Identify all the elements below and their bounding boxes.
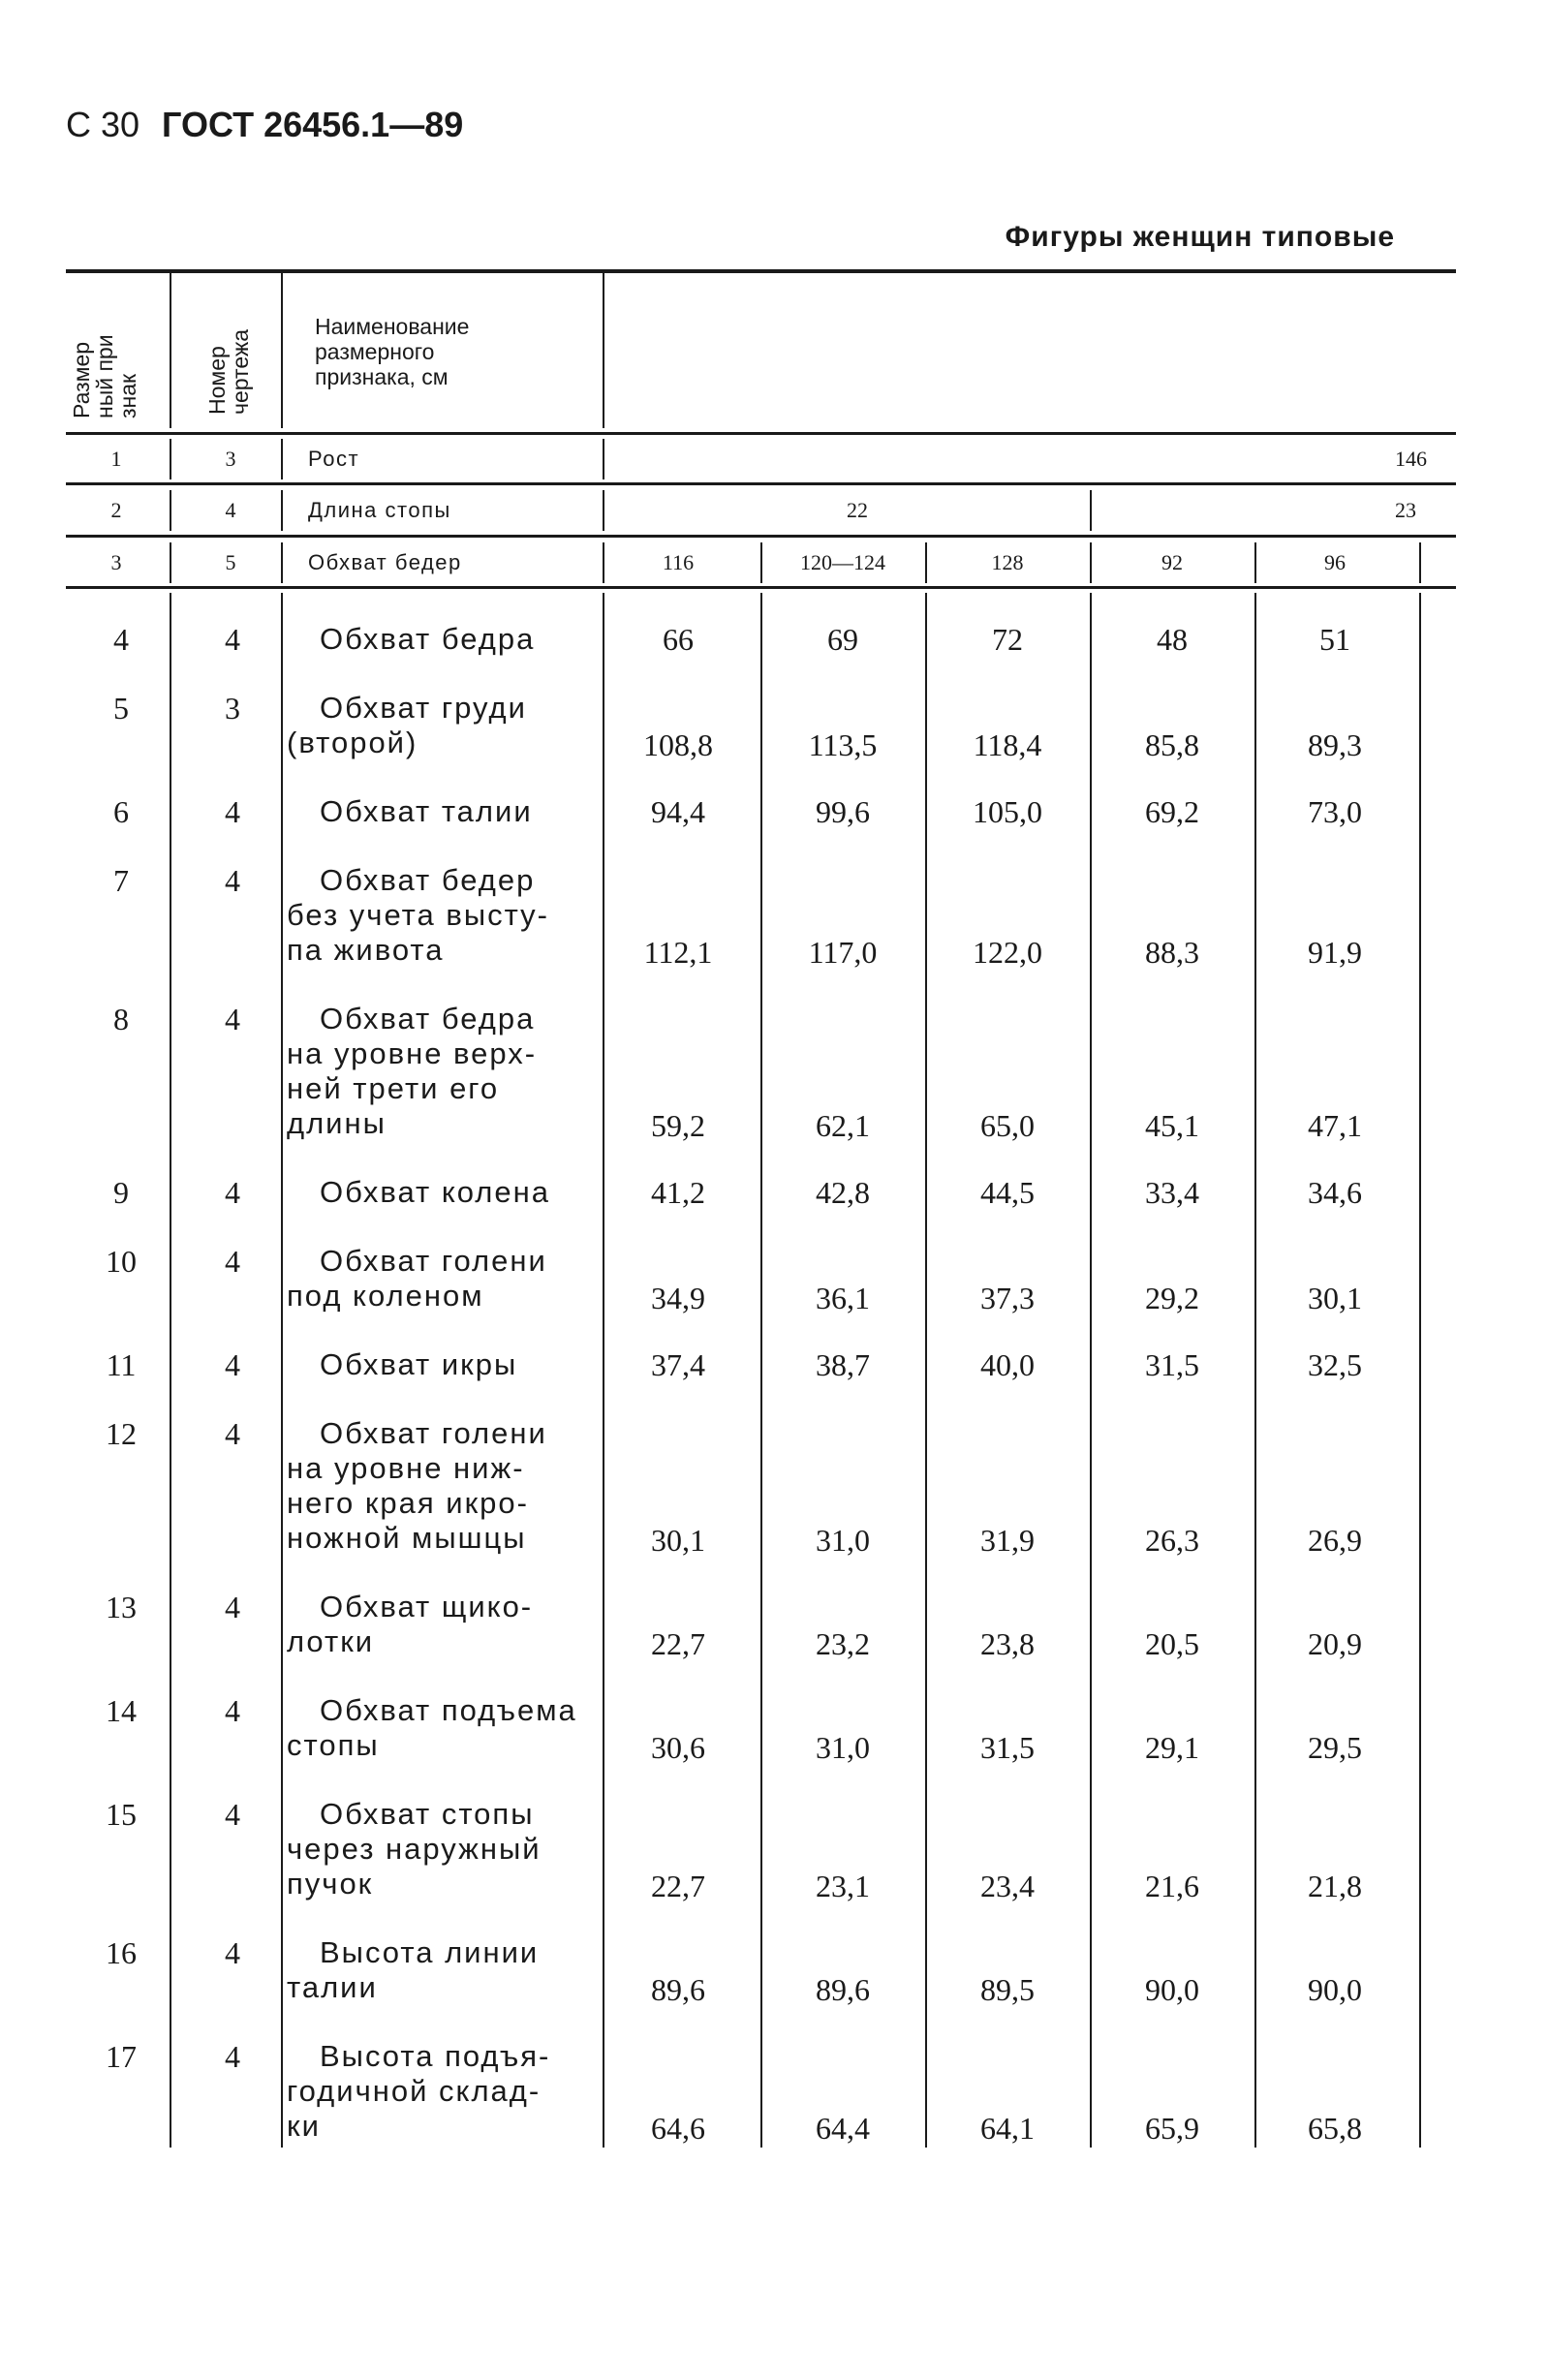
- row-name: [287, 1590, 597, 1659]
- top-row-divider: [925, 542, 927, 583]
- row-name-line: лотки: [287, 1624, 375, 1658]
- row-value: 30,1: [1308, 1281, 1362, 1315]
- row-name-line: па живота: [287, 933, 445, 967]
- row-name-line: него края икро-: [287, 1486, 529, 1520]
- top-row-divider: [281, 542, 283, 583]
- row-value: 26,3: [1145, 1523, 1199, 1558]
- row-sign-number: 6: [113, 794, 129, 829]
- row-value: 122,0: [973, 935, 1042, 970]
- top-row-divider: [1419, 542, 1421, 583]
- row-sign-number: 17: [106, 2039, 137, 2074]
- row-name: [287, 1347, 597, 1382]
- row-name-line: годичной склад-: [287, 2074, 542, 2108]
- row-value: 89,5: [980, 1972, 1035, 2007]
- body-divider-7: [1254, 593, 1256, 2148]
- row-name: [287, 2039, 597, 2144]
- row-sign-number: 9: [113, 1175, 129, 1210]
- row-sign-number: 13: [106, 1590, 137, 1624]
- row-value: 37,4: [651, 1347, 705, 1382]
- row-drawing-number: 3: [225, 691, 240, 726]
- row-value: 120—124: [800, 550, 885, 574]
- row-value: 90,0: [1308, 1972, 1362, 2007]
- row-name-line: Обхват подъема: [320, 1693, 577, 1727]
- row-drawing-number: 4: [225, 1797, 240, 1832]
- row-name: [287, 1797, 597, 1901]
- row-sign-number: 3: [110, 550, 122, 574]
- body-divider-6: [1090, 593, 1092, 2148]
- row-name: [287, 1244, 597, 1314]
- row-value: 118,4: [973, 727, 1042, 762]
- row-name-line: Обхват щико-: [320, 1590, 534, 1623]
- row-value: 99,6: [816, 794, 870, 829]
- table-rule-2: [66, 432, 1456, 435]
- row-value: 23,8: [980, 1626, 1035, 1661]
- row-name-line: ножной мышцы: [287, 1521, 527, 1555]
- row-value: 73,0: [1308, 794, 1362, 829]
- row-name: Рост: [308, 447, 360, 471]
- table-rule-3: [66, 482, 1456, 485]
- table-rule-5: [66, 586, 1456, 589]
- row-value: 89,6: [816, 1972, 870, 2007]
- row-value: 23,2: [816, 1626, 870, 1661]
- row-sign-number: 2: [110, 498, 122, 522]
- row-name: [287, 1002, 597, 1141]
- row-value: 21,8: [1308, 1869, 1362, 1903]
- row-value: 105,0: [973, 794, 1042, 829]
- row-drawing-number: 4: [225, 622, 240, 657]
- row-name: [287, 1416, 597, 1556]
- row-name-line: стопы: [287, 1728, 380, 1762]
- row-value: 90,0: [1145, 1972, 1199, 2007]
- row-value: 30,6: [651, 1730, 705, 1765]
- row-value: 65,0: [980, 1108, 1035, 1143]
- row-value: 112,1: [643, 935, 713, 970]
- row-value: 69,2: [1145, 794, 1199, 829]
- row-value: 41,2: [651, 1175, 705, 1210]
- header-sign-line: Размер: [69, 341, 94, 418]
- row-value: 31,0: [816, 1523, 870, 1558]
- row-name-line: на уровне верх-: [287, 1036, 538, 1070]
- row-value: 31,5: [1145, 1347, 1199, 1382]
- row-value: 48: [1157, 622, 1188, 657]
- page-number: С 30: [66, 105, 140, 144]
- row-drawing-number: 4: [225, 2039, 240, 2074]
- top-row-divider: [170, 439, 171, 479]
- row-sign-number: 8: [113, 1002, 129, 1036]
- row-drawing-number: 3: [225, 447, 236, 471]
- row-value: 36,1: [816, 1281, 870, 1315]
- row-value: 31,0: [816, 1730, 870, 1765]
- row-drawing-number: 4: [225, 1590, 240, 1624]
- row-value: 31,9: [980, 1523, 1035, 1558]
- row-value: 22: [847, 498, 868, 522]
- row-drawing-number: 4: [225, 1002, 240, 1036]
- row-name-line: Обхват бедер: [320, 863, 536, 897]
- row-value: 29,2: [1145, 1281, 1199, 1315]
- table-rule-4: [66, 535, 1456, 538]
- row-value: 92: [1161, 550, 1183, 574]
- header-name-line: Наименование: [315, 314, 470, 339]
- table-rule-1: [66, 269, 1456, 273]
- row-name: [287, 1693, 597, 1763]
- row-value: 85,8: [1145, 727, 1199, 762]
- row-value: 94,4: [651, 794, 705, 829]
- row-name-line: ки: [287, 2109, 321, 2143]
- row-value: 40,0: [980, 1347, 1035, 1382]
- body-divider-8: [1419, 593, 1421, 2148]
- row-value: 20,5: [1145, 1626, 1199, 1661]
- row-name-line: Обхват голени: [320, 1416, 547, 1450]
- body-divider-5: [925, 593, 927, 2148]
- row-name-line: Обхват груди: [320, 691, 527, 725]
- header-name-line: размерного: [315, 339, 435, 364]
- row-value: 64,6: [651, 2111, 705, 2146]
- row-value: 22,7: [651, 1626, 705, 1661]
- row-name-line: Обхват икры: [320, 1347, 518, 1381]
- body-divider-1: [170, 593, 171, 2148]
- row-value: 23,4: [980, 1869, 1035, 1903]
- header-divider-2: [281, 273, 283, 428]
- header-sign-line: знак: [115, 373, 140, 418]
- top-row-divider: [760, 542, 762, 583]
- top-row-divider: [603, 542, 604, 583]
- row-value: 38,7: [816, 1347, 870, 1382]
- row-value: 88,3: [1145, 935, 1199, 970]
- row-value: 21,6: [1145, 1869, 1199, 1903]
- section-title: Фигуры женщин типовые: [1005, 221, 1395, 253]
- row-drawing-number: 5: [225, 550, 236, 574]
- row-name-line: Обхват бедра: [320, 1002, 536, 1035]
- row-value: 96: [1324, 550, 1346, 574]
- row-value: 108,8: [643, 727, 713, 762]
- row-name-line: на уровне ниж-: [287, 1451, 525, 1485]
- row-sign-number: 15: [106, 1797, 137, 1832]
- top-row-divider: [170, 490, 171, 531]
- row-name-line: Обхват стопы: [320, 1797, 535, 1831]
- row-name-line: Обхват голени: [320, 1244, 547, 1278]
- row-name-line: Высота подъя-: [320, 2039, 551, 2073]
- row-name-line: ней трети его: [287, 1071, 500, 1105]
- row-name: Обхват бедер: [308, 550, 462, 574]
- row-value: 65,8: [1308, 2111, 1362, 2146]
- row-sign-number: 12: [106, 1416, 137, 1451]
- row-value: 113,5: [808, 727, 878, 762]
- row-value: 23: [1395, 498, 1416, 522]
- header-sign-line: ный при: [92, 334, 117, 418]
- row-value: 59,2: [651, 1108, 705, 1143]
- row-name-line: длины: [287, 1106, 387, 1140]
- top-row-divider: [170, 542, 171, 583]
- top-row-divider: [1090, 490, 1092, 531]
- row-value: 117,0: [808, 935, 878, 970]
- row-value: 44,5: [980, 1175, 1035, 1210]
- row-value: 32,5: [1308, 1347, 1362, 1382]
- row-name: [287, 622, 597, 657]
- row-name-line: Обхват талии: [320, 794, 533, 828]
- row-value: 51: [1319, 622, 1350, 657]
- header-drawing-line: Номер: [204, 346, 230, 415]
- row-name-line: через наружный: [287, 1832, 542, 1866]
- row-sign-number: 5: [113, 691, 129, 726]
- body-divider-4: [760, 593, 762, 2148]
- row-name-line: пучок: [287, 1867, 374, 1901]
- row-drawing-number: 4: [225, 1693, 240, 1728]
- row-sign-number: 1: [110, 447, 122, 471]
- top-row-divider: [281, 439, 283, 479]
- row-value: 20,9: [1308, 1626, 1362, 1661]
- row-value: 34,6: [1308, 1175, 1362, 1210]
- row-name-line: талии: [287, 1970, 378, 2004]
- standard-number: ГОСТ 26456.1—89: [162, 105, 464, 144]
- row-drawing-number: 4: [225, 794, 240, 829]
- row-value: 69: [827, 622, 858, 657]
- row-name-line: под коленом: [287, 1279, 484, 1313]
- row-value: 23,1: [816, 1869, 870, 1903]
- row-name: [287, 1175, 597, 1210]
- row-sign-number: 10: [106, 1244, 137, 1279]
- row-drawing-number: 4: [225, 1244, 240, 1279]
- row-value: 91,9: [1308, 935, 1362, 970]
- row-value: 30,1: [651, 1523, 705, 1558]
- row-value: 64,1: [980, 2111, 1035, 2146]
- row-drawing-number: 4: [225, 863, 240, 898]
- row-value: 64,4: [816, 2111, 870, 2146]
- row-value: 29,1: [1145, 1730, 1199, 1765]
- row-name: Длина стопы: [308, 498, 451, 522]
- row-value: 128: [991, 550, 1024, 574]
- row-value: 34,9: [651, 1281, 705, 1315]
- row-sign-number: 11: [106, 1347, 137, 1382]
- top-row-divider: [1254, 542, 1256, 583]
- row-value: 146: [1395, 447, 1427, 471]
- top-row-divider: [603, 439, 604, 479]
- row-name: [287, 1935, 597, 2005]
- row-value: 89,3: [1308, 727, 1362, 762]
- row-value: 26,9: [1308, 1523, 1362, 1558]
- row-drawing-number: 4: [225, 498, 236, 522]
- row-drawing-number: 4: [225, 1347, 240, 1382]
- row-value: 45,1: [1145, 1108, 1199, 1143]
- row-value: 29,5: [1308, 1730, 1362, 1765]
- row-value: 66: [663, 622, 694, 657]
- row-value: 116: [662, 550, 695, 574]
- row-drawing-number: 4: [225, 1175, 240, 1210]
- row-name-line: Высота линии: [320, 1935, 540, 1969]
- row-name: [287, 863, 597, 968]
- row-drawing-number: 4: [225, 1935, 240, 1970]
- row-sign-number: 16: [106, 1935, 137, 1970]
- page-header-line: [66, 105, 463, 145]
- row-value: 89,6: [651, 1972, 705, 2007]
- row-value: 37,3: [980, 1281, 1035, 1315]
- top-row-divider: [603, 490, 604, 531]
- row-drawing-number: 4: [225, 1416, 240, 1451]
- row-value: 42,8: [816, 1175, 870, 1210]
- row-value: 33,4: [1145, 1175, 1199, 1210]
- body-divider-2: [281, 593, 283, 2148]
- row-name-line: Обхват колена: [320, 1175, 550, 1209]
- row-name-line: (второй): [287, 726, 418, 759]
- top-row-divider: [1090, 542, 1092, 583]
- row-sign-number: 7: [113, 863, 129, 898]
- row-value: 62,1: [816, 1108, 870, 1143]
- row-value: 47,1: [1308, 1108, 1362, 1143]
- header-drawing-line: чертежа: [228, 328, 253, 415]
- row-value: 31,5: [980, 1730, 1035, 1765]
- header-name-line: признака, см: [315, 364, 449, 389]
- row-name-line: без учета высту-: [287, 898, 549, 932]
- row-name-line: Обхват бедра: [320, 622, 536, 656]
- header-divider-3: [603, 273, 604, 428]
- row-value: 22,7: [651, 1869, 705, 1903]
- row-sign-number: 14: [106, 1693, 137, 1728]
- row-sign-number: 4: [113, 622, 129, 657]
- row-name: [287, 691, 597, 760]
- row-name: [287, 794, 597, 829]
- header-divider-1: [170, 273, 171, 428]
- row-value: 65,9: [1145, 2111, 1199, 2146]
- row-value: 72: [992, 622, 1023, 657]
- top-row-divider: [281, 490, 283, 531]
